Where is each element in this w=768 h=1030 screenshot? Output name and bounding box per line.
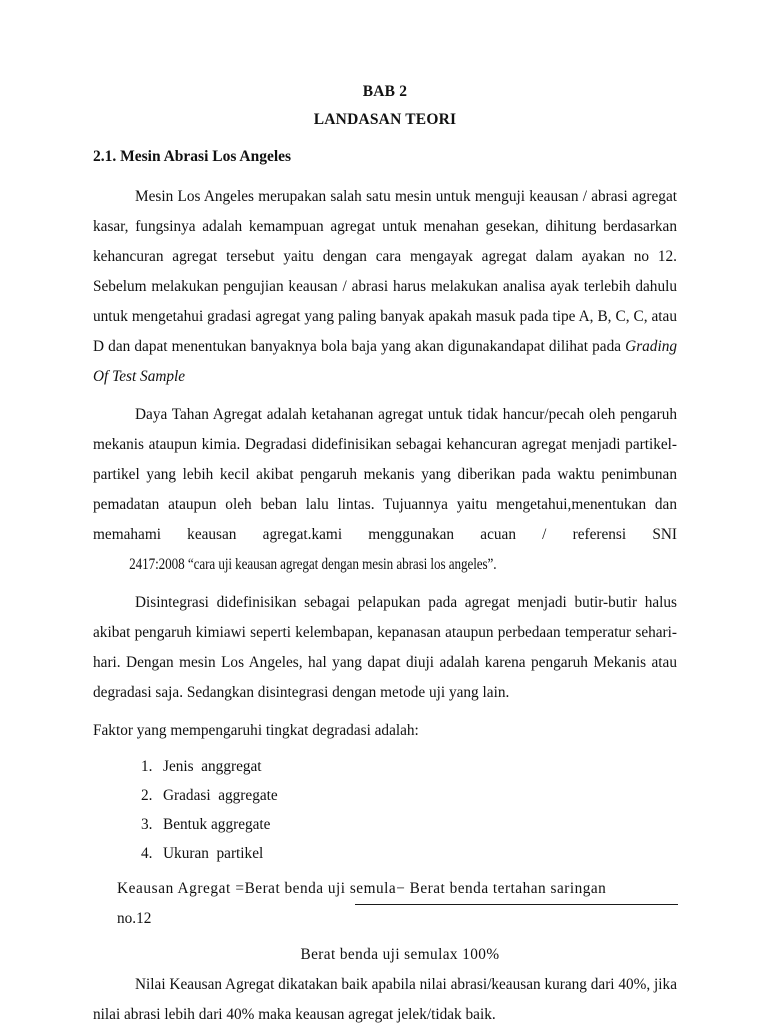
list-item [93,752,677,781]
grading-of-test-sample-italic: Grading Of Test Sample [93,337,677,385]
list-item-number: 4. [141,844,153,862]
chapter-number-heading: BAB 2 [362,83,408,100]
factors-list [93,752,677,868]
formula-denominator: Berat benda uji semulax 100% [300,945,500,963]
list-item [93,781,677,810]
paragraph-2 [93,400,677,580]
paragraph-2-text: Daya Tahan Agregat adalah ketahanan agregat untuk tidak hancur/pecah oleh pengaruh mekanis ataupun kimia. Degradasi didefinisikan sebagai kehancuran agregat menjadi partikel-partikel yang lebih kecil akibat pengaruh mekanis yang diberikan pada waktu penimbunan pemadatan ataupun oleh beban lalu lintas. Tujuannya yaitu mengetahui,menentukan dan memahami keausan agregat.kami menggunakan acuan / referensi SNI [93,405,677,543]
list-item-number: 1. [141,757,153,775]
factors-intro-line: Faktor yang mempengaruhi tingkat degradasi adalah: [93,721,419,739]
list-item-number: 2. [141,786,153,804]
paragraph-5: Nilai Keausan Agregat dikatakan baik apabila nilai abrasi/keausan kurang dari 40%, jika nilai abrasi lebih dari 40% maka keausan agregat jelek/tidak baik. [93,975,677,1023]
list-item-label: Ukuran partikel [163,844,264,862]
keausan-agregat-formula [93,874,677,970]
list-item [93,810,677,839]
page-content [93,0,677,1030]
formula-numerator: Berat benda uji semula− Berat benda tertahan saringan [244,879,607,897]
formula-main-row [93,874,677,904]
paragraph-1 [93,182,677,392]
paragraph-1-text: Mesin Los Angeles merupakan salah satu mesin untuk menguji keausan / abrasi agregat kasar, fungsinya adalah kemampuan agregat untuk menahan gesekan, dihitung berdasarkan kehancuran agregat tersebut yaitu dengan cara mengayak agregat dalam ayakan no 12. Sebelum melakukan pengujian keausan / abrasi harus melakukan analisa ayak terlebih dahulu untuk mengetahui gradasi agregat yang paling banyak apakah masuk pada tipe A, B, C, C, atau D dan dapat menentukan banyaknya bola baja yang akan digunakandapat dilihat pada [93,187,677,355]
list-item [93,839,677,868]
chapter-title-heading: LANDASAN TEORI [313,110,457,128]
paragraph-3: Disintegrasi didefinisikan sebagai pelapukan pada agregat menjadi butir-butir halus akibat pengaruh kimiawi seperti kelembapan, kepanasan ataupun perbedaan temperatur sehari-hari. Dengan mesin Los Angeles, hal yang dapat diuji adalah karena pengaruh Mekanis atau degradasi saja. Sedangkan disintegrasi dengan metode uji yang lain. [93,593,677,701]
formula-left-side: Keausan Agregat = [117,879,245,897]
list-item-label: Jenis anggregat [163,757,262,775]
list-item-number: 3. [141,815,153,833]
formula-numerator-tail: no.12 [117,909,152,927]
fraction-bar [355,904,678,905]
section-heading-2-1: 2.1. Mesin Abrasi Los Angeles [93,148,292,165]
sni-citation-text: 2417:2008 “cara uji keausan agregat dengan mesin abrasi los angeles”. [129,555,497,573]
list-item-label: Gradasi aggregate [163,786,278,804]
list-item-label: Bentuk aggregate [163,815,271,833]
